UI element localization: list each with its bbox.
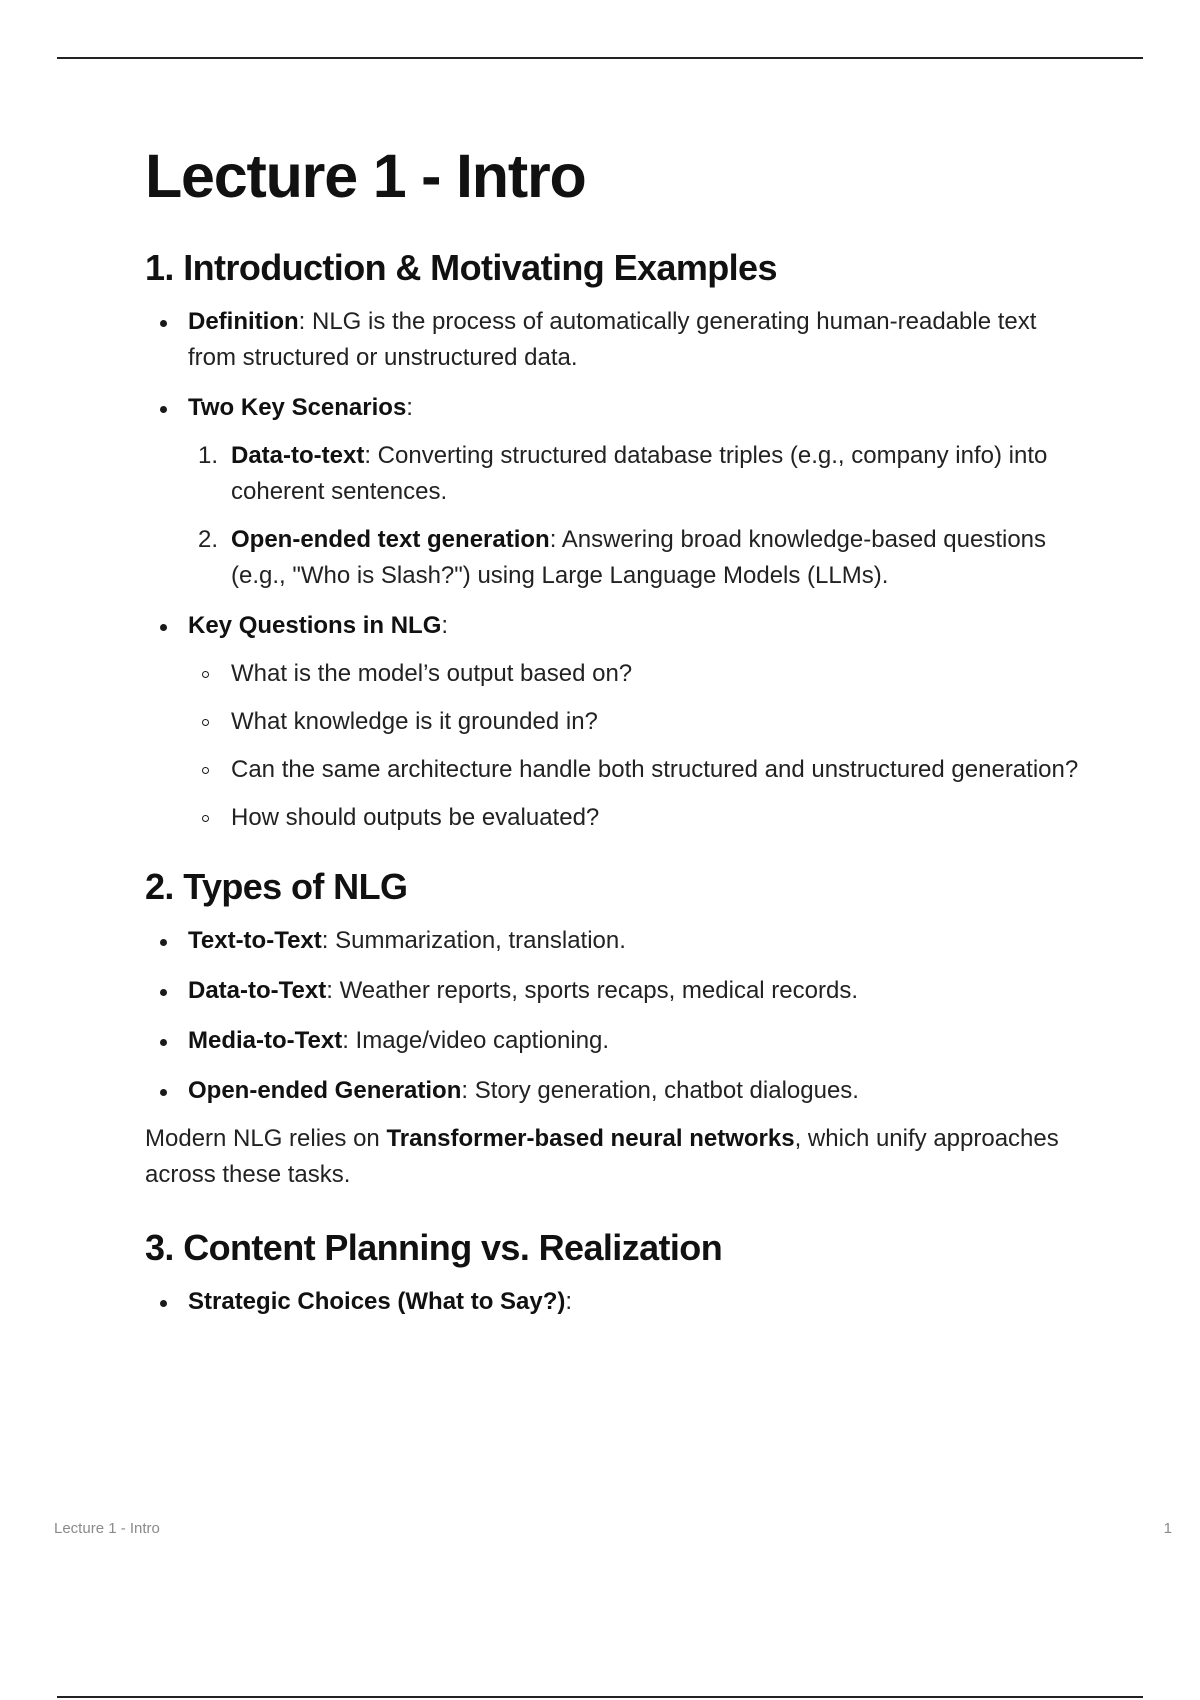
section-1-list	[145, 304, 1085, 836]
questions-suffix: :	[441, 612, 449, 640]
list-item-definition	[145, 304, 1085, 376]
bullet-icon	[160, 320, 167, 327]
strategic-text: :	[565, 1288, 573, 1316]
page-title: Lecture 1 - Intro	[145, 142, 586, 210]
definition-label: Definition	[188, 308, 299, 336]
section-2-list	[145, 923, 1085, 1109]
list-item	[145, 973, 1085, 1009]
section-3-list	[145, 1284, 1085, 1320]
question-text: Can the same architecture handle both structured and unstructured generation?	[231, 756, 1079, 784]
strategic-label: Strategic Choices (What to Say?)	[188, 1288, 566, 1316]
question-item	[188, 800, 1085, 836]
scenario-label: Open-ended text generation	[231, 526, 550, 554]
scenario-text: : Answering broad knowledge-based questions (e.g., "Who is Slash?") using Large Language Models (LLMs).	[231, 526, 1047, 590]
type-text: : Summarization, translation.	[321, 927, 626, 955]
bottom-rule	[57, 1696, 1143, 1698]
paragraph-bold: Transformer-based neural networks	[386, 1125, 795, 1153]
type-text: : Weather reports, sports recaps, medical records.	[326, 977, 858, 1005]
question-item	[188, 704, 1085, 740]
list-item	[145, 1073, 1085, 1109]
circle-bullet-icon	[202, 671, 209, 678]
type-label: Text-to-Text	[188, 927, 322, 955]
section-2-heading: 2. Types of NLG	[145, 866, 408, 908]
scenario-item	[188, 522, 1085, 594]
scenarios-suffix: :	[406, 394, 413, 422]
question-item	[188, 752, 1085, 788]
scenario-item	[188, 438, 1085, 510]
bullet-icon	[160, 406, 167, 413]
questions-list	[188, 656, 1085, 836]
question-text: What is the model’s output based on?	[231, 660, 633, 688]
circle-bullet-icon	[202, 719, 209, 726]
question-text: What knowledge is it grounded in?	[231, 708, 598, 736]
definition-text: : NLG is the process of automatically generating human-readable text from structured or unstructured data.	[188, 308, 1037, 372]
bullet-icon	[160, 1300, 167, 1307]
type-text: : Image/video captioning.	[342, 1027, 610, 1055]
bullet-icon	[160, 624, 167, 631]
scenarios-list	[188, 438, 1085, 594]
bullet-icon	[160, 1039, 167, 1046]
type-label: Data-to-Text	[188, 977, 327, 1005]
paragraph-text-after: , which unify approaches across these tasks.	[145, 1125, 1059, 1189]
circle-bullet-icon	[202, 815, 209, 822]
document-body	[145, 140, 1085, 1320]
questions-label: Key Questions in NLG	[188, 612, 442, 640]
list-item	[145, 923, 1085, 959]
bullet-icon	[160, 939, 167, 946]
section-3-heading: 3. Content Planning vs. Realization	[145, 1227, 723, 1269]
bullet-icon	[160, 989, 167, 996]
paragraph-text-before: Modern NLG relies on	[145, 1125, 387, 1153]
footer-title: Lecture 1 - Intro	[54, 1520, 160, 1537]
scenario-number: 1.	[198, 442, 219, 470]
circle-bullet-icon	[202, 767, 209, 774]
question-item	[188, 656, 1085, 692]
question-text: How should outputs be evaluated?	[231, 804, 600, 832]
list-item-scenarios	[145, 390, 1085, 594]
section-2-paragraph	[145, 1121, 1085, 1193]
type-text: : Story generation, chatbot dialogues.	[461, 1077, 859, 1105]
scenario-label: Data-to-text	[231, 442, 365, 470]
top-rule	[57, 57, 1143, 59]
list-item-questions	[145, 608, 1085, 836]
list-item	[145, 1284, 1085, 1320]
type-label: Media-to-Text	[188, 1027, 343, 1055]
page-number: 1	[1163, 1520, 1172, 1537]
scenario-number: 2.	[198, 526, 219, 554]
scenarios-label: Two Key Scenarios	[188, 394, 407, 422]
scenario-text: : Converting structured database triples (e.g., company info) into coherent sentences.	[231, 442, 1048, 506]
list-item	[145, 1023, 1085, 1059]
section-1-heading: 1. Introduction & Motivating Examples	[145, 247, 777, 289]
bullet-icon	[160, 1089, 167, 1096]
type-label: Open-ended Generation	[188, 1077, 462, 1105]
